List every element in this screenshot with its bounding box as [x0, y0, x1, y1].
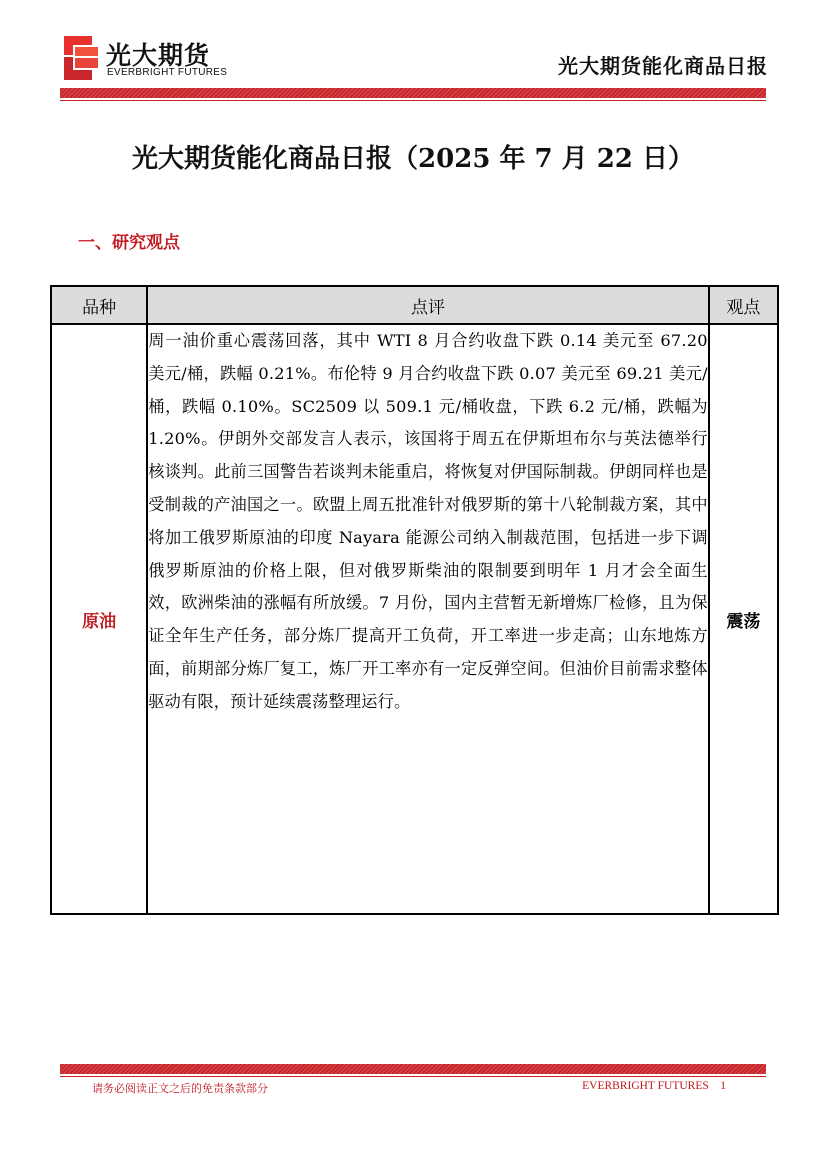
commodity-name: 原油: [51, 324, 147, 914]
header-view: 观点: [709, 286, 778, 324]
header-kind: 品种: [51, 286, 147, 324]
logo-chinese-name: 光大期货: [106, 41, 211, 70]
everbright-logo-icon: [62, 36, 100, 80]
report-header-title: 光大期货能化商品日报: [558, 54, 768, 78]
table-row: [51, 324, 778, 914]
logo-english-name: EVERBRIGHT FUTURES: [107, 67, 228, 78]
table-header-row: [51, 286, 778, 324]
footer-divider: [60, 1064, 766, 1074]
company-logo: [62, 36, 262, 82]
commodity-comment: 周一油价重心震荡回落，其中 WTI 8 月合约收盘下跌 0.14 美元至 67.20 美元/桶，跌幅 0.21%。布伦特 9 月合约收盘下跌 0.07 美元至 69.21 美元/桶，跌幅 0.10%。SC2509 以 509.1 元/桶收盘，下跌 6.2 元/桶，跌幅为 1.20%。伊朗外交部发言人表示，该国将于周五在伊斯坦布尔与英法德举行核谈判。此前三国警告若谈判未能重启，将恢复对伊国际制裁。伊朗同样也是受制裁的产油国之一。欧盟上周五批准针对俄罗斯的第十八轮制裁方案，其中将加工俄罗斯原油的印度 Nayara 能源公司纳入制裁范围，包括进一步下调俄罗斯原油的价格上限，但对俄罗斯柴油的限制要到明年 1 月才会全面生效，欧洲柴油的涨幅有所放缓。7 月份，国内主营暂无新增炼厂检修，且为保证全年生产任务，部分炼厂提高开工负荷，开工率进一步走高；山东地炼方面，前期部分炼厂复工，炼厂开工率亦有一定反弹空间。但油价目前需求整体驱动有限，预计延续震荡整理运行。: [147, 324, 709, 914]
document-title: 光大期货能化商品日报（2025 年 7 月 22 日）: [132, 144, 694, 174]
footer-divider-thin: [60, 1076, 766, 1077]
section-heading: 一、研究观点: [78, 233, 180, 253]
commodity-comment-table: [50, 285, 779, 915]
header-divider: [60, 88, 766, 98]
footer-company: EVERBRIGHT FUTURES: [582, 1080, 709, 1092]
footer-company-and-page: [582, 1080, 726, 1092]
commodity-view: 震荡: [709, 324, 778, 914]
header-divider-thin: [60, 100, 766, 101]
page-number: 1: [720, 1080, 726, 1092]
header-comment: 点评: [147, 286, 709, 324]
footer-disclaimer: 请务必阅读正文之后的免责条款部分: [92, 1082, 268, 1095]
